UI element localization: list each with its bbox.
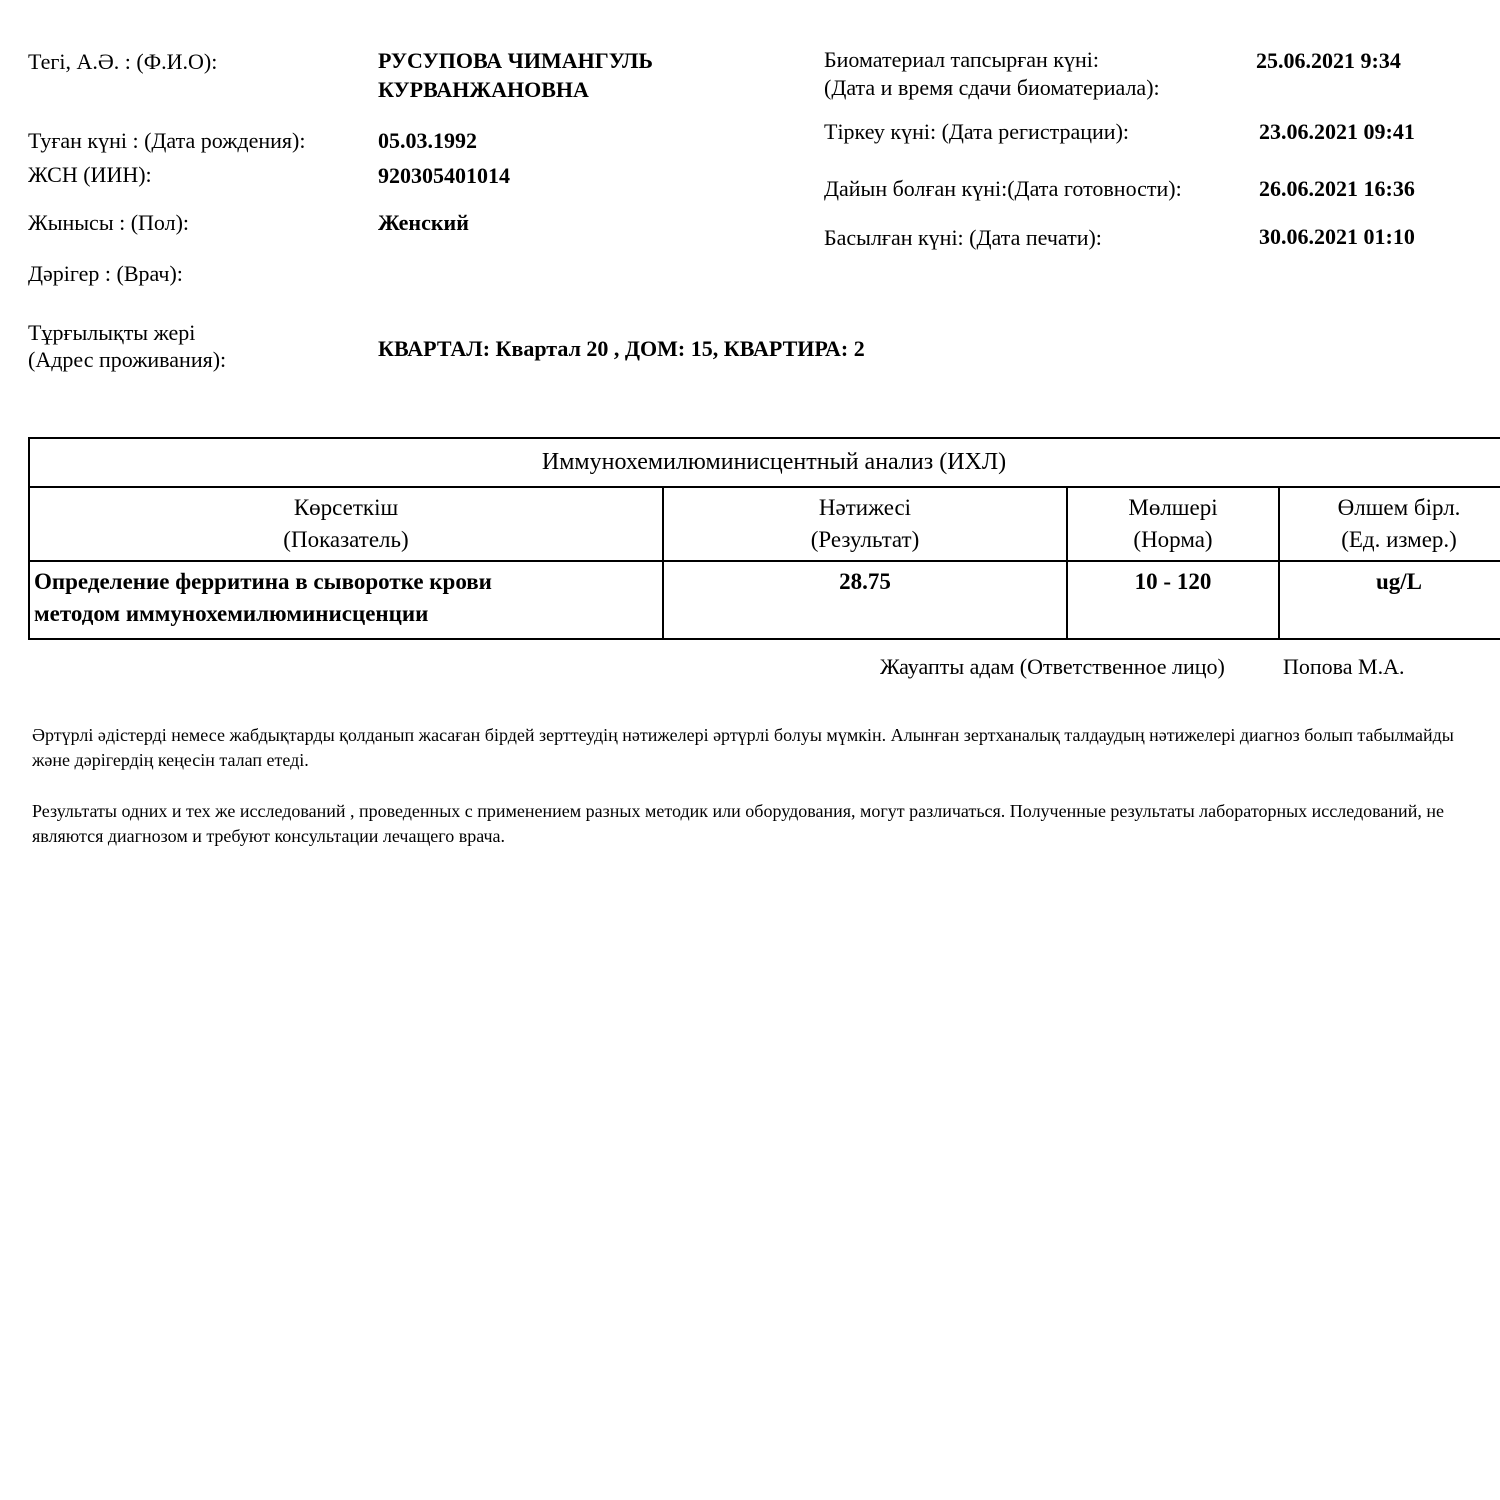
header-indicator-ru: (Показатель) — [283, 527, 409, 552]
registration-date-value: 23.06.2021 09:41 — [1259, 119, 1415, 144]
header-norm — [1067, 487, 1279, 561]
table-row — [29, 561, 1500, 639]
header-result-kz: Нәтижесі — [818, 495, 912, 520]
ready-date-value: 26.06.2021 16:36 — [1259, 176, 1415, 201]
disclaimer-kazakh: Әртүрлі әдістерді немесе жабдықтарды қолданып жасаған бірдей зерттеудің нәтижелері әртүрлі болуы мүмкін. Алынған зертханалық талдаудың нәтижелері диагноз болып табылмайды және дәрігердің кеңесін талап етеді. — [32, 725, 1454, 770]
row-result: 28.75 — [663, 561, 1067, 639]
responsible-label: Жауапты адам (Ответственное лицо) — [880, 654, 1225, 679]
fio-label: Тегі, А.Ә. : (Ф.И.О): — [28, 49, 218, 74]
iin-label: ЖСН (ИИН): — [28, 162, 152, 187]
address-label-line2: (Адрес проживания): — [28, 347, 227, 372]
header-unit — [1279, 487, 1500, 561]
header-result-ru: (Результат) — [810, 527, 920, 552]
header-indicator — [29, 487, 663, 561]
print-date-value: 30.06.2021 01:10 — [1259, 224, 1415, 249]
print-label: Басылған күні: (Дата печати): — [824, 225, 1102, 250]
table-caption-row — [29, 438, 1500, 487]
dob-value: 05.03.1992 — [378, 128, 477, 153]
row-indicator-cell — [29, 561, 663, 639]
address-value: КВАРТАЛ: Квартал 20 , ДОМ: 15, КВАРТИРА: 2 — [378, 336, 865, 361]
doctor-label: Дәрігер : (Врач): — [28, 261, 183, 286]
row-indicator-line1: Определение ферритина в сыворотке крови — [34, 569, 492, 594]
iin-value: 920305401014 — [378, 163, 510, 188]
results-table-wrapper — [28, 437, 1500, 640]
table-caption: Иммунохемилюминисцентный анализ (ИХЛ) — [29, 438, 1500, 487]
biomaterial-label-line1: Биоматериал тапсырған күні: — [824, 47, 1099, 72]
sex-value: Женский — [378, 210, 469, 235]
header-unit-kz: Өлшем бірл. — [1337, 495, 1461, 520]
disclaimer-russian: Результаты одних и тех же исследований , проведенных с применением разных методик или оборудования, могут различаться. Полученные результаты лабораторных исследований, не являются диагнозом и требуют консультации лечащего врача. — [32, 801, 1444, 846]
address-label-line1: Тұрғылықты жері — [28, 320, 196, 345]
header-norm-ru: (Норма) — [1133, 527, 1213, 552]
ready-label: Дайын болған күні:(Дата готовности): — [824, 176, 1182, 201]
row-unit: ug/L — [1279, 561, 1500, 639]
biomaterial-date-value: 25.06.2021 9:34 — [1256, 48, 1401, 73]
results-table — [28, 437, 1500, 640]
biomaterial-label-line2: (Дата и время сдачи биоматериала): — [824, 75, 1160, 100]
header-unit-ru: (Ед. измер.) — [1341, 527, 1457, 552]
sex-label: Жынысы : (Пол): — [28, 210, 190, 235]
header-result — [663, 487, 1067, 561]
responsible-name: Попова М.А. — [1283, 654, 1405, 679]
row-indicator-line2: методом иммунохемилюминисценции — [34, 601, 429, 626]
fio-value-line2: КУРВАНЖАНОВНА — [378, 77, 589, 102]
header-norm-kz: Мөлшері — [1128, 495, 1218, 520]
registration-label: Тіркеу күні: (Дата регистрации): — [824, 119, 1130, 144]
dob-label: Туған күні : (Дата рождения): — [28, 128, 306, 153]
table-header-row — [29, 487, 1500, 561]
fio-value-line1: РУСУПОВА ЧИМАНГУЛЬ — [378, 48, 653, 73]
row-norm: 10 - 120 — [1067, 561, 1279, 639]
header-indicator-kz: Көрсеткіш — [293, 495, 399, 520]
